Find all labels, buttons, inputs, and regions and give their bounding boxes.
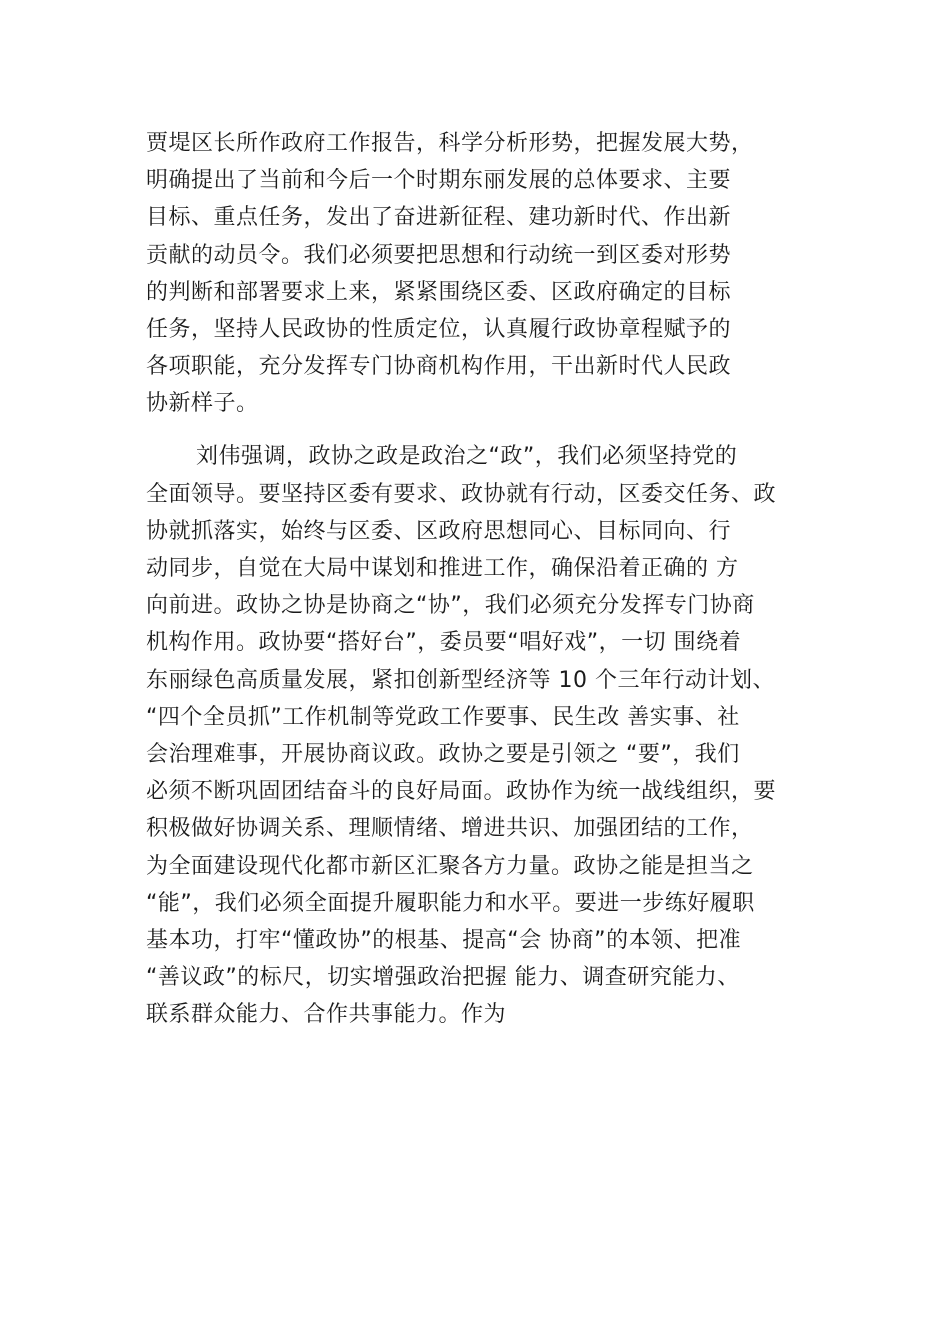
text-line-5: 的判断和部署要求上来，紧紧围绕区委、区政府确定的目标 [146, 280, 732, 305]
text-line-8: 协新样子。 [146, 391, 259, 416]
text-line-19: 积极做好协调关系、理顺情绪、增进共识、加强团结的工作， [146, 816, 754, 841]
text-line-18: 必须不断巩固团结奋斗的良好局面。政协作为统一战线组织，要 [146, 779, 777, 804]
text-line-11: 协就抓落实，始终与区委、区政府思想同心、目标同向、行 [146, 519, 732, 544]
text-line-6: 任务，坚持人民政协的性质定位，认真履行政协章程赋予的 [146, 317, 732, 342]
text-line-13: 向前进。政协之协是协商之“协”，我们必须充分发挥专门协商 [146, 593, 755, 618]
text-line-23: “善议政”的标尺，切实增强政治把握 能力、调查研究能力、 [146, 965, 740, 990]
text-line-16: “四个全员抓”工作机制等党政工作要事、民生改 善实事、社 [146, 705, 740, 730]
text-line-24: 联系群众能力、合作共事能力。作为 [146, 1002, 507, 1027]
text-line-12: 动同步，自觉在大局中谋划和推进工作，确保沿着正确的 方 [146, 556, 739, 581]
text-line-2: 明确提出了当前和今后一个时期东丽发展的总体要求、主要 [146, 168, 732, 193]
text-line-7: 各项职能，充分发挥专门协商机构作用，干出新时代人民政 [146, 354, 732, 379]
text-line-21: “能”，我们必须全面提升履职能力和水平。要进一步练好履职 [146, 891, 755, 916]
text-line-9: 刘伟强调，政协之政是政治之“政”，我们必须坚持党的 [196, 444, 738, 469]
text-line-4: 贡献的动员令。我们必须要把思想和行动统一到区委对形势 [146, 243, 732, 268]
text-line-15: 东丽绿色高质量发展，紧扣创新型经济等 10 个三年行动计划、 [146, 668, 775, 693]
text-line-14: 机构作用。政协要“搭好台”，委员要“唱好戏”，一切 围绕着 [146, 630, 742, 655]
text-line-3: 目标、重点任务，发出了奋进新征程、建功新时代、作出新 [146, 205, 732, 230]
text-line-20: 为全面建设现代化都市新区汇聚各方力量。政协之能是担当之 [146, 854, 754, 879]
text-line-10: 全面领导。要坚持区委有要求、政协就有行动，区委交任务、政 [146, 482, 777, 507]
text-line-22: 基本功，打牢“懂政协”的根基、提高“会 协商”的本领、把准 [146, 928, 742, 953]
text-line-1: 贾堤区长所作政府工作报告，科学分析形势，把握发展大势， [146, 131, 754, 156]
text-line-17: 会治理难事，开展协商议政。政协之要是引领之 “要”，我们 [146, 742, 740, 767]
